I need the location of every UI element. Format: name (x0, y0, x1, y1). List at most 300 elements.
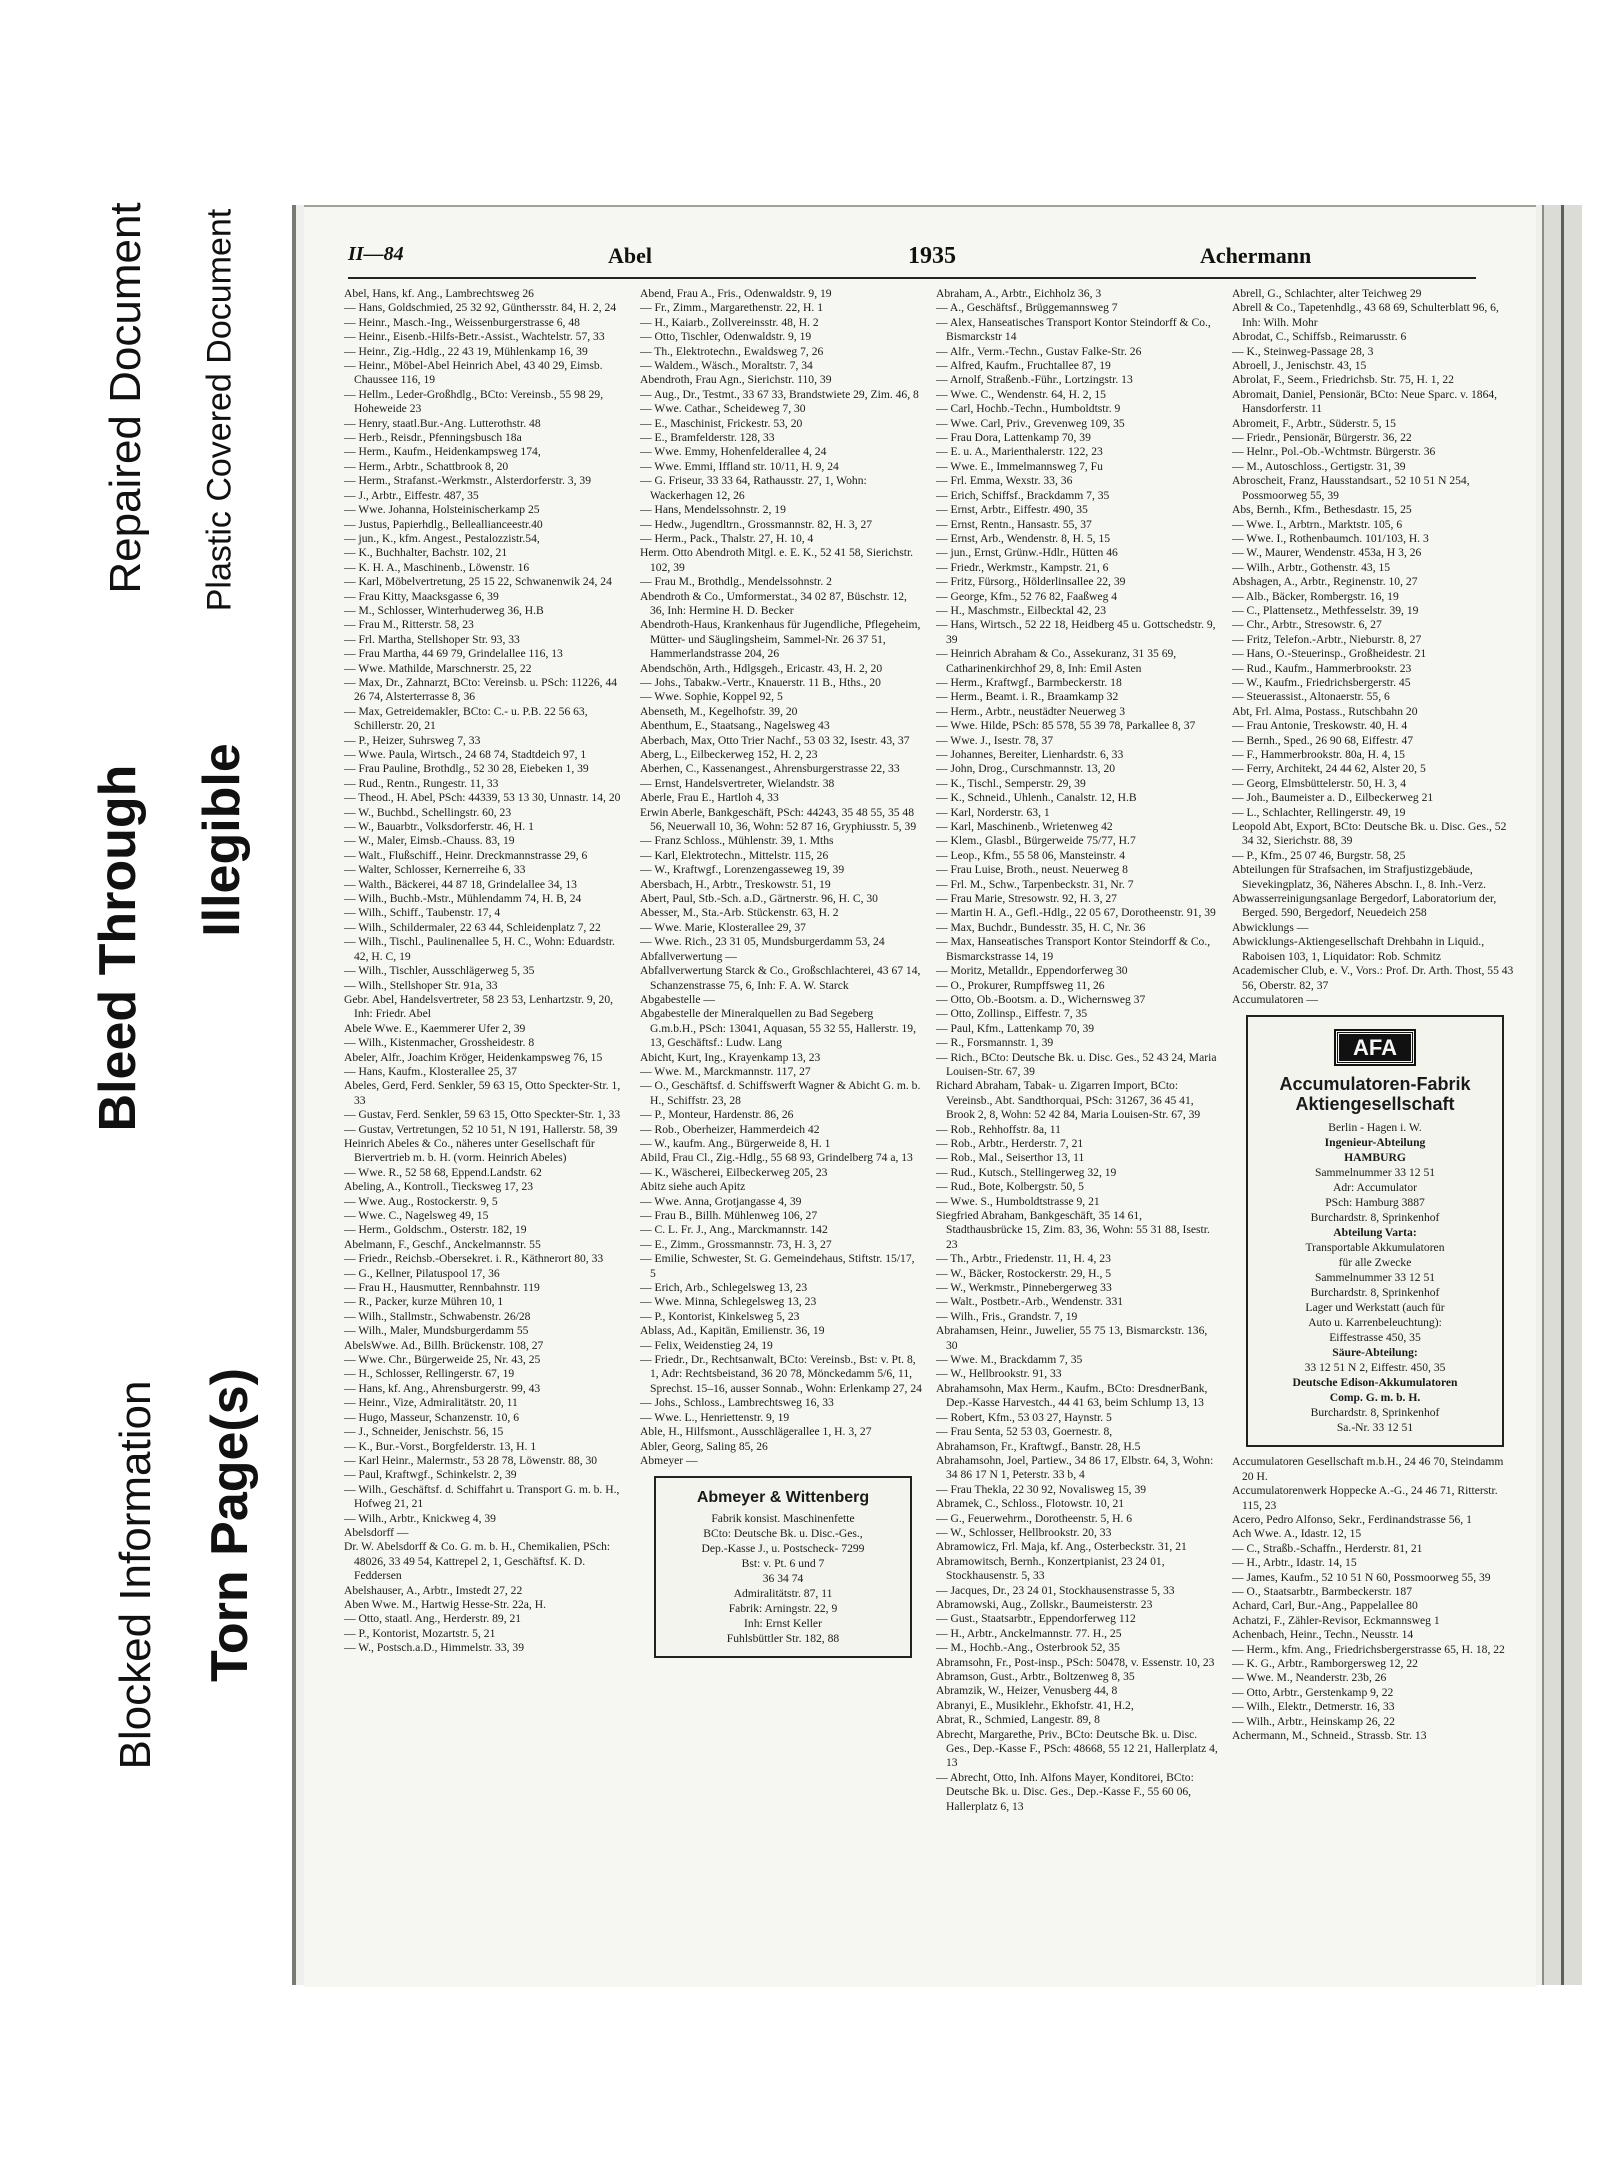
directory-entry: — Chr., Arbtr., Stresowstr. 6, 27 (1232, 618, 1382, 632)
directory-entry: — Friedr., Dr., Rechtsanwalt, BCto: Vereinsb., Bst: v. Pt. 8, 1, Adr: Rechtsbeistand, 36 20 78, Mönckedamm 5/6, 11, Sprechst. 15–16, ausser Sonnab., Wohn: Erlenkamp 27, 24 (640, 1353, 922, 1395)
directory-entry: — Otto, Arbtr., Gerstenkamp 9, 22 (1232, 1685, 1394, 1699)
directory-entry: — Wilh., Arbtr., Gothenstr. 43, 15 (1232, 560, 1391, 574)
directory-entry: Accumulatoren Gesellschaft m.b.H., 24 46 70, Steindamm 20 H. (1232, 1455, 1504, 1483)
directory-entry: — Rud., Bote, Kolbergstr. 50, 5 (936, 1180, 1084, 1194)
directory-entry: Abler, Georg, Saling 85, 26 (640, 1439, 768, 1453)
directory-entry: Abramowitsch, Bernh., Konzertpianist, 23 24 01, Stockhausenstr. 5, 33 (936, 1554, 1165, 1583)
directory-entry: — Frau H., Hausmutter, Rennbahnstr. 119 (344, 1281, 540, 1295)
directory-entry: — Bernh., Sped., 26 90 68, Eiffestr. 47 (1232, 733, 1414, 747)
directory-entry: — Wwe. Johanna, Holsteinischerkamp 25 (344, 503, 540, 517)
directory-entry: Academischer Club, e. V., Vors.: Prof. Dr. Arth. Thost, 55 43 56, Oberstr. 82, 37 (1232, 964, 1514, 992)
label-repaired-document: Repaired Document (101, 202, 150, 594)
ad-line: Deutsche Edison-Akkumulatoren (1292, 1376, 1458, 1390)
ad-line: Burchardstr. 8, Sprinkenhof (1310, 1211, 1440, 1225)
directory-entry: Abroell, J., Jenischstr. 43, 15 (1232, 359, 1367, 373)
directory-entry: Abeler, Alfr., Joachim Kröger, Heidenkampsweg 76, 15 (344, 1050, 603, 1064)
directory-entry: — Wwe. Cathar., Scheideweg 7, 30 (640, 402, 806, 416)
ad-line: 33 12 51 N 2, Eiffestr. 450, 35 (1304, 1361, 1446, 1375)
directory-entry: — Wilh., Kistenmacher, Grossheidestr. 8 (344, 1036, 535, 1050)
directory-entry: — Walt., Flußschiff., Heinr. Dreckmannstrasse 29, 6 (344, 848, 588, 862)
ad-line: Burchardstr. 8, Sprinkenhof (1310, 1286, 1440, 1300)
directory-entry: — K., Tischl., Semperstr. 29, 39 (936, 776, 1086, 790)
directory-entry: — Herm., Beamt. i. R., Braamkamp 32 (936, 690, 1119, 704)
directory-entry: — Frau Kitty, Maacksgasse 6, 39 (344, 589, 499, 603)
page-number: II—84 (348, 243, 404, 265)
ad-line: Eiffestrasse 450, 35 (1329, 1331, 1421, 1345)
directory-entry: Abitz siehe auch Apitz (640, 1180, 746, 1194)
directory-entry: — Wwe. Mathilde, Marschnerstr. 25, 22 (344, 661, 532, 675)
directory-entry: — K., Buchhalter, Bachstr. 102, 21 (344, 546, 508, 560)
directory-entry: — Rob., Mal., Seiserthor 13, 11 (936, 1151, 1085, 1165)
directory-entry: — Max, Hanseatisches Transport Kontor Steindorff & Co., Bismarckstrasse 14, 19 (936, 935, 1211, 963)
directory-entry: Accumulatoren — (1232, 992, 1318, 1006)
directory-entry: — Frau Senta, 52 53 03, Goernestr. 8, (936, 1425, 1113, 1439)
ad-line: Dep.-Kasse J., u. Postscheck- 7299 (701, 1542, 865, 1556)
directory-entry: — Frau Martha, 44 69 79, Grindelallee 116, 13 (344, 647, 563, 661)
column-4-entries-top (1232, 287, 1514, 1007)
directory-entry: — Walth., Bäckerei, 44 87 18, Grindelallee 34, 13 (344, 877, 577, 891)
ad-line: Fabrik konsist. Maschinenfette (711, 1512, 855, 1526)
directory-entry: Abele Wwe. E., Kaemmerer Ufer 2, 39 (344, 1021, 526, 1035)
directory-entry: — Hans, Goldschmied, 25 32 92, Günthersstr. 84, H. 2, 24 (344, 301, 617, 315)
directory-entry: Abromait, Daniel, Pensionär, BCto: Neue Sparc. v. 1864, Hansdorferstr. 11 (1232, 387, 1498, 416)
directory-entry: — P., Heizer, Suhrsweg 7, 33 (344, 733, 481, 747)
directory-entry: Abroscheit, Franz, Hausstandsart., 52 10 51 N 254, Possmoorweg 55, 39 (1232, 474, 1470, 502)
directory-entry: — Alex, Hanseatisches Transport Kontor Steindorff & Co., Bismarckstr 14 (936, 315, 1211, 344)
directory-entry: — P., Kontorist, Kinkelsweg 5, 23 (640, 1309, 800, 1323)
directory-entry: Abrat, R., Schmied, Langestr. 89, 8 (936, 1713, 1100, 1727)
directory-entry: — Wwe. S., Humboldtstrasse 9, 21 (936, 1194, 1100, 1208)
ad-line: Ingenieur-Abteilung (1324, 1136, 1426, 1150)
directory-entry: — Justus, Papierhdlg., Belleallianceestr.40 (344, 517, 543, 531)
afa-logo: AFA (1336, 1031, 1414, 1064)
directory-entry: Abwicklungs — (1232, 920, 1309, 934)
directory-entry: Abicht, Kurt, Ing., Krayenkamp 13, 23 (640, 1050, 821, 1064)
ad-afa-accumulatoren (1246, 1015, 1504, 1447)
ad-line: Transportable Akkumulatoren (1305, 1241, 1445, 1255)
directory-entry: — Hedw., Jugendltrn., Grossmannstr. 82, H. 3, 27 (640, 517, 873, 531)
directory-entry: Abramowski, Aug., Zollskr., Baumeisterstr. 23 (936, 1597, 1153, 1611)
directory-entry: — Frl. Emma, Wexstr. 33, 36 (936, 474, 1073, 488)
directory-entry: Acero, Pedro Alfonso, Sekr., Ferdinandstrasse 56, 1 (1232, 1512, 1472, 1526)
directory-entry: — Herm., Strafanst.-Werkmstr., Alsterdorferstr. 3, 39 (344, 474, 591, 488)
directory-entry: — Rob., Oberheizer, Hammerdeich 42 (640, 1122, 820, 1136)
directory-entry: — Joh., Baumeister a. D., Eilbeckerweg 21 (1232, 791, 1434, 805)
directory-entry: — Waldem., Wäsch., Moraltstr. 7, 34 (640, 359, 813, 373)
label-plastic-covered-document: Plastic Covered Document (200, 208, 239, 612)
directory-entry: — Heinr., Vize, Admiralitätstr. 20, 11 (344, 1396, 518, 1410)
directory-entry: — Friedr., Reichsb.-Obersekret. i. R., Käthnerort 80, 33 (344, 1252, 604, 1266)
directory-entry: Abrell, G., Schlachter, alter Teichweg 29 (1232, 287, 1422, 300)
directory-entry: — K., Bur.-Vorst., Borgfelderstr. 13, H. 1 (344, 1439, 537, 1453)
directory-entry: — Karl Heinr., Malermstr., 53 28 78, Löwenstr. 88, 30 (344, 1453, 598, 1467)
directory-entry: — Leop., Kfm., 55 58 06, Mansteinstr. 4 (936, 848, 1126, 862)
directory-entry: AbelsWwe. Ad., Billh. Brückenstr. 108, 27 (344, 1338, 544, 1352)
running-header (348, 241, 1476, 279)
ad-line: für alle Zwecke (1338, 1256, 1412, 1270)
ad-line: HAMBURG (1344, 1151, 1406, 1165)
directory-entry: — Wilh., Arbtr., Heinskamp 26, 22 (1232, 1714, 1395, 1728)
directory-entry: — Th., Arbtr., Friedenstr. 11, H. 4, 23 (936, 1252, 1111, 1266)
directory-entry: — Wwe. Emmy, Hohenfelderallee 4, 24 (640, 445, 827, 459)
directory-entry: — Theod., H. Abel, PSch: 44339, 53 13 30, Unnastr. 14, 20 (344, 791, 621, 805)
directory-entry: — G., Feuerwehrm., Dorotheenstr. 5, H. 6 (936, 1511, 1133, 1525)
directory-entry: — M., Autoschloss., Gertigstr. 31, 39 (1232, 459, 1406, 473)
directory-entry: Abs, Bernh., Kfm., Bethesdastr. 15, 25 (1232, 503, 1412, 517)
directory-entry: Abramsohn, Fr., Post-insp., PSch: 50478, v. Essenstr. 10, 23 (936, 1655, 1215, 1669)
directory-entry: Aberhen, C., Kassenangest., Ahrensburgerstrasse 22, 33 (640, 762, 900, 776)
directory-entry: — Ernst, Arb., Wendenstr. 8, H. 5, 15 (936, 531, 1111, 545)
directory-entry: — P., Kfm., 25 07 46, Burgstr. 58, 25 (1232, 848, 1406, 862)
directory-column-3 (936, 287, 1218, 1937)
directory-entry: Herm. Otto Abendroth Mitgl. e. E. K., 52 41 58, Sierichstr. 102, 39 (640, 546, 914, 574)
directory-entry: Abrahamson, Fr., Kraftwgf., Banstr. 28, H.5 (936, 1439, 1141, 1453)
directory-entry: Abrahamsohn, Max Herm., Kaufm., BCto: DresdnerBank, Dep.-Kasse Harvestch., 44 41 63, beim Schlump 13, 13 (936, 1381, 1208, 1410)
directory-entry: — Moritz, Metalldr., Eppendorferweg 30 (936, 964, 1128, 978)
directory-entry: Abendroth-Haus, Krankenhaus für Jugendliche, Pflegeheim, Mütter- und Säuglingsheim, Sammel-Nr. 26 37 51, Hammerlandstrasse 204, 26 (640, 618, 921, 661)
directory-entry: — Wwe. Chr., Bürgerweide 25, Nr. 43, 25 (344, 1353, 541, 1367)
directory-entry: Abersbach, H., Arbtr., Treskowstr. 51, 19 (640, 877, 831, 891)
directory-entry: Abendschön, Arth., Hdlgsgeh., Ericastr. 43, H. 2, 20 (640, 661, 883, 675)
directory-entry: — M., Hochb.-Ang., Osterbrook 52, 35 (936, 1641, 1120, 1655)
directory-entry: — H., Schlosser, Rellingerstr. 67, 19 (344, 1367, 515, 1381)
directory-entry: — Max, Getreidemakler, BCto: C.- u. P.B. 22 56 63, Schillerstr. 20, 21 (344, 704, 588, 733)
directory-entry: — Frau Pauline, Brothdlg., 52 30 28, Eiebeken 1, 39 (344, 762, 589, 776)
directory-entry: Abramzik, W., Heizer, Venusberg 44, 8 (936, 1684, 1118, 1698)
directory-entry: — Hans, Kaufm., Klosterallee 25, 37 (344, 1064, 517, 1078)
directory-entry: — George, Kfm., 52 76 82, Faaßweg 4 (936, 589, 1118, 603)
directory-entry: Abrahamsen, Heinr., Juwelier, 55 75 13, Bismarckstr. 136, 30 (936, 1324, 1208, 1352)
directory-entry: — Frau Antonie, Treskowstr. 40, H. 4 (1232, 719, 1408, 733)
directory-entry: — K., Steinweg-Passage 28, 3 (1232, 344, 1374, 358)
ad-line: Sa.-Nr. 33 12 51 (1336, 1421, 1414, 1435)
directory-entry: — Wwe. C., Wendenstr. 64, H. 2, 15 (936, 387, 1106, 401)
ad-line: Comp. G. m. b. H. (1329, 1391, 1421, 1405)
directory-entry: — Frau Thekla, 22 30 92, Novalisweg 15, 39 (936, 1482, 1147, 1496)
directory-entry: — W., kaufm. Ang., Bürgerweide 8, H. 1 (640, 1136, 831, 1150)
directory-entry: — Erich, Arb., Schlegelsweg 13, 23 (640, 1281, 808, 1295)
directory-entry: Abshagen, A., Arbtr., Reginenstr. 10, 27 (1232, 575, 1418, 589)
directory-entry: — W., Kaufm., Friedrichsbergerstr. 45 (1232, 675, 1411, 689)
directory-entry: — Wwe. Sophie, Koppel 92, 5 (640, 690, 783, 704)
directory-entry: — Wwe. Carl, Priv., Grevenweg 109, 35 (936, 416, 1125, 430)
directory-entry: — E., Bramfelderstr. 128, 33 (640, 431, 775, 445)
directory-entry: — W., Maurer, Wendenstr. 453a, H 3, 26 (1232, 546, 1422, 560)
directory-entry: Ablass, Ad., Kapitän, Emilienstr. 36, 19 (640, 1324, 825, 1338)
directory-entry: Heinrich Abeles & Co., näheres unter Gesellschaft für Biervertrieb m. b. H. (vorm. Heinrich Abeles) (344, 1136, 595, 1165)
directory-entry: — jun., Ernst, Grünw.-Hdlr., Hütten 46 (936, 546, 1118, 560)
directory-entry: Abteilungen für Strafsachen, im Strafjustizgebäude, Sievekingplatz, 36, Näheres Abschn. I., 8. Inh.-Verz. (1232, 863, 1487, 891)
directory-column-4 (1232, 287, 1514, 1937)
directory-entry: Abwasserreinigungsanlage Bergedorf, Laboratorium der, Berged. 590, Bergedorf, Neuedeich 258 (1232, 892, 1497, 920)
directory-entry: — Fr., Zimm., Margarethenstr. 22, H. 1 (640, 301, 824, 315)
directory-entry: — K., Wäscherei, Eilbeckerweg 205, 23 (640, 1165, 828, 1179)
directory-entry: — C., Plattensetz., Methfesselstr. 39, 19 (1232, 603, 1419, 617)
directory-entry: — Frau M., Ritterstr. 58, 23 (344, 618, 474, 632)
directory-entry: — Wwe. I., Arbtrn., Marktstr. 105, 6 (1232, 517, 1403, 531)
directory-entry: Abesser, M., Sta.-Arb. Stückenstr. 63, H. 2 (640, 906, 839, 920)
directory-entry: — Erich, Schiffsf., Brackdamm 7, 35 (936, 488, 1110, 502)
column-2-entries (640, 287, 922, 1468)
directory-entry: Gebr. Abel, Handelsvertreter, 58 23 53, Lenhartzstr. 9, 20, Inh: Friedr. Abel (344, 992, 614, 1021)
ad-line: 36 34 74 (762, 1572, 804, 1586)
directory-entry: — Johannes, Bereiter, Lienhardstr. 6, 33 (936, 748, 1124, 761)
directory-entry: — Max, Dr., Zahnarzt, BCto: Vereinsb. u. PSch: 11226, 44 26 74, Alsterterrasse 8, 36 (344, 675, 618, 704)
directory-entry: — R., Packer, kurze Mühren 10, 1 (344, 1295, 504, 1309)
directory-entry: — Frau B., Billh. Mühlenweg 106, 27 (640, 1209, 818, 1222)
ad-line: Burchardstr. 8, Sprinkenhof (1310, 1406, 1440, 1420)
directory-entry: — W., Buchbd., Schellingstr. 60, 23 (344, 805, 512, 819)
directory-entry: — Hans, kf. Ang., Ahrensburgerstr. 99, 43 (344, 1381, 541, 1395)
directory-entry: — Fritz, Telefon.-Arbtr., Nieburstr. 8, 27 (1232, 632, 1422, 646)
ad-line: Sammelnummer 33 12 51 (1314, 1166, 1436, 1180)
directory-entry: Abfallverwertung — (640, 949, 737, 963)
directory-entry: — Wwe. L., Henriettenstr. 9, 19 (640, 1410, 790, 1424)
directory-entry: — C., Straßb.-Schaffn., Herderstr. 81, 21 (1232, 1541, 1423, 1555)
directory-entry: — K., Schneid., Uhlenh., Canalstr. 12, H.B (936, 791, 1137, 805)
directory-entry: Abfallverwertung Starck & Co., Großschlachterei, 43 67 14, Schanzenstrasse 75, 6, Inh: F. A. W. Starck (640, 964, 921, 992)
directory-entry: — James, Kaufm., 52 10 51 N 60, Possmoorweg 55, 39 (1232, 1570, 1491, 1584)
directory-entry: — Ferry, Architekt, 24 44 62, Alster 20, 5 (1232, 762, 1426, 776)
ad-line: Adr: Accumulator (1332, 1181, 1418, 1195)
directory-entry: Abeling, A., Kontroll., Tiecksweg 17, 23 (344, 1180, 534, 1194)
directory-entry: — Frau Luise, Broth., neust. Neuerweg 8 (936, 863, 1128, 877)
ad-line: Inh: Ernst Keller (744, 1617, 822, 1631)
header-last-word: Achermann (1200, 243, 1312, 268)
directory-entry: — R., Forsmannstr. 1, 39 (936, 1036, 1054, 1050)
scanned-page (292, 205, 1582, 1985)
directory-entry: — L., Schlachter, Rellingerstr. 49, 19 (1232, 805, 1406, 819)
directory-entry: — O., Staatsarbtr., Barmbeckerstr. 187 (1232, 1584, 1412, 1598)
directory-entry: — Ernst, Arbtr., Eiffestr. 490, 35 (936, 503, 1088, 517)
directory-entry: Abrecht, Margarethe, Priv., BCto: Deutsche Bk. u. Disc. Ges., Dep.-Kasse F., PSch: 48668, 55 12 21, Hallerplatz 4, 13 (936, 1727, 1218, 1770)
ad-line: PSch: Hamburg 3887 (1325, 1196, 1425, 1210)
directory-entry: — Ernst, Handelsvertreter, Wielandstr. 38 (640, 776, 835, 790)
directory-entry: Ach Wwe. A., Idastr. 12, 15 (1232, 1527, 1362, 1541)
directory-entry: Abrahamsohn, Joel, Partiew., 34 86 17, Elbstr. 64, 3, Wohn: 34 86 17 N 1, Peterstr. 33 b, 4 (936, 1453, 1214, 1482)
ad-line: Fabrik: Arningstr. 22, 9 (728, 1602, 838, 1616)
directory-entry: — Wilh., Maler, Mundsburgerdamm 55 (344, 1324, 529, 1338)
directory-entry: — H., Arbtr., Anckelmannstr. 77. H., 25 (936, 1626, 1122, 1640)
directory-entry: — Herm., kfm. Ang., Friedrichsbergerstrasse 65, H. 18, 22 (1232, 1642, 1505, 1656)
directory-entry: — Max, Buchdr., Bundesstr. 35, H. C, Nr. 36 (936, 920, 1146, 934)
directory-entry: — Abrecht, Otto, Inh. Alfons Mayer, Konditorei, BCto: Deutsche Bk. u. Disc. Ges., Dep.-Kasse F., 55 60 06, Hallerplatz 6, 13 (936, 1770, 1194, 1813)
directory-entry: — Wilh., Tischler, Ausschlägerweg 5, 35 (344, 964, 535, 978)
directory-entry: — Wwe. J., Isestr. 78, 37 (936, 733, 1054, 747)
directory-entry: — Rob., Rehhoffstr. 8a, 11 (936, 1122, 1061, 1136)
label-bleed-through: Bleed Through (89, 764, 147, 1132)
ad-line: Fuhlsbüttler Str. 182, 88 (726, 1632, 840, 1646)
directory-entry: — Wilh., Schildermaler, 22 63 44, Schleidenplatz 7, 22 (344, 920, 601, 934)
directory-entry: — Otto, Zollinsp., Eiffestr. 7, 35 (936, 1007, 1088, 1021)
directory-entry: — Otto, Ob.-Bootsm. a. D., Wichernsweg 37 (936, 992, 1146, 1006)
directory-entry: — Johs., Schloss., Lambrechtsweg 16, 33 (640, 1396, 834, 1410)
directory-entry: — Carl, Hochb.-Techn., Humboldtstr. 9 (936, 402, 1121, 416)
directory-entry: — H., Arbtr., Idastr. 14, 15 (1232, 1556, 1357, 1570)
directory-entry: Abeles, Gerd, Ferd. Senkler, 59 63 15, Otto Speckter-Str. 1, 33 (344, 1079, 621, 1107)
paper-sheet (304, 205, 1536, 1987)
directory-entry: — K. G., Arbtr., Ramborgersweg 12, 22 (1232, 1657, 1418, 1670)
directory-entry: — Herm., Pack., Thalstr. 27, H. 10, 4 (640, 531, 814, 545)
ad-abmeyer-lines (662, 1511, 904, 1646)
ad-line: Berlin - Hagen i. W. (1328, 1121, 1422, 1135)
directory-entry: — Arnolf, Straßenb.-Führ., Lortzingstr. 13 (936, 373, 1133, 387)
ad-line: Lager und Werkstatt (auch für (1305, 1301, 1445, 1315)
directory-entry: — W., Werkmstr., Pinnebergerweg 33 (936, 1281, 1112, 1295)
directory-entry: Siegfried Abraham, Bankgeschäft, 35 14 61, Stadthausbrücke 15, Zim. 83, 36, Wohn: 55 31 88, Isestr. 23 (936, 1209, 1210, 1251)
directory-entry: Achatzi, F., Zähler-Revisor, Eckmannsweg 1 (1232, 1613, 1440, 1627)
directory-entry: — Heinr., Masch.-Ing., Weissenburgerstrasse 6, 48 (344, 315, 580, 329)
directory-entry: Abranyi, E., Musiklehr., Ekhofstr. 41, H.2, (936, 1698, 1134, 1712)
directory-entry: — Wwe. M., Neanderstr. 23b, 26 (1232, 1671, 1387, 1685)
directory-entry: — jun., K., kfm. Angest., Pestalozzistr.54, (344, 531, 540, 545)
directory-entry: — Hans, Mendelssohnstr. 2, 19 (640, 503, 786, 517)
ad-line: Sammelnummer 33 12 51 (1314, 1271, 1436, 1285)
directory-entry: — Wwe. M., Marckmannstr. 117, 27 (640, 1064, 811, 1078)
directory-entry: — P., Kontorist, Mozartstr. 5, 21 (344, 1626, 496, 1640)
directory-entry: — Wilh., Stallmstr., Schwabenstr. 26/28 (344, 1309, 531, 1323)
directory-entry: — H., Kaiarb., Zollvereinsstr. 48, H. 2 (640, 315, 819, 329)
directory-entry: Abmeyer — (640, 1453, 698, 1467)
directory-entry: — Herm., Kraftwgf., Barmbeckerstr. 18 (936, 675, 1122, 689)
directory-entry: — Wilh., Schiff., Taubenstr. 17, 4 (344, 906, 501, 920)
directory-entry: — Robert, Kfm., 53 03 27, Haynstr. 5 (936, 1410, 1112, 1424)
directory-entry: — E., Maschinist, Frickestr. 53, 20 (640, 416, 803, 430)
directory-entry: — Wilh., Elektr., Detmerstr. 16, 33 (1232, 1700, 1395, 1714)
directory-entry: — O., Geschäftsf. d. Schiffswerft Wagner & Abicht G. m. b. H., Schiffstr. 23, 28 (640, 1079, 921, 1107)
directory-entry: — F., Hammerbrookstr. 80a, H. 4, 15 (1232, 748, 1405, 761)
directory-entry: — Heinr., Eisenb.-Hilfs-Betr.-Assist., Wachtelstr. 57, 33 (344, 330, 605, 344)
ad-line: BCto: Deutsche Bk. u. Disc.-Ges., (703, 1527, 863, 1541)
directory-entry: Abendroth, Frau Agn., Sierichstr. 110, 39 (640, 373, 832, 387)
directory-entry: — Herb., Reisdr., Pfenningsbusch 18a (344, 431, 522, 445)
directory-entry: — Wwe. R., 52 58 68, Eppend.Landstr. 62 (344, 1165, 542, 1179)
directory-entry: — Paul, Kfm., Lattenkamp 70, 39 (936, 1021, 1095, 1035)
directory-entry: — Ernst, Rentn., Hansastr. 55, 37 (936, 517, 1092, 531)
directory-entry: — Karl, Maschinenb., Wrietenweg 42 (936, 820, 1113, 834)
directory-entry: Dr. W. Abelsdorff & Co. G. m. b. H., Chemikalien, PSch: 48026, 33 49 54, Kattrepel 2, 1, Geschäftsf. K. D. Feddersen (344, 1540, 611, 1583)
directory-entry: Abrell & Co., Tapetenhdlg., 43 68 69, Schulterblatt 96, 6, Inh: Wilh. Mohr (1232, 301, 1499, 329)
directory-entry: — Wwe. M., Brackdamm 7, 35 (936, 1353, 1083, 1367)
directory-entry: Abild, Frau Cl., Zig.-Hdlg., 55 68 93, Grindelberg 74 a, 13 (640, 1151, 913, 1165)
directory-entry: Abenseth, M., Kegelhofstr. 39, 20 (640, 704, 798, 718)
directory-entry: — Felix, Weidenstieg 24, 19 (640, 1338, 773, 1352)
directory-entry: — Wwe. I., Rothenbaumch. 101/103, H. 3 (1232, 531, 1429, 545)
directory-entry: — Wilh., Arbtr., Knickweg 4, 39 (344, 1511, 496, 1525)
directory-entry: — Wwe. Emmi, Iffland str. 10/11, H. 9, 24 (640, 459, 839, 473)
directory-entry: — Henry, staatl.Bur.-Ang. Lutterothstr. 48 (344, 416, 541, 430)
header-year: 1935 (908, 243, 956, 269)
directory-entry: — Wilh., Fris., Grandstr. 7, 19 (936, 1309, 1078, 1323)
directory-entry: Richard Abraham, Tabak- u. Zigarren Import, BCto: Vereinsb., Abt. Sandthorquai, PSch: 31267, 36 45 41, Brook 2, 8, Wohn: 52 42 84, Maria Louisen-Str. 67, 39 (936, 1079, 1201, 1122)
directory-entry: Abendroth & Co., Umformerstat., 34 02 87, Büschstr. 12, 36, Inh: Hermine H. D. Becker (640, 589, 907, 617)
condition-labels (0, 0, 290, 2177)
directory-entry: Abenthum, E., Staatsang., Nagelsweg 43 (640, 719, 830, 733)
ad-line: Abteilung Varta: (1333, 1226, 1417, 1240)
directory-entry: — Hans, O.-Steuerinsp., Großheidestr. 21 (1232, 647, 1427, 661)
directory-entry: — A., Geschäftsf., Brüggemannsweg 7 (936, 301, 1118, 315)
directory-entry: — Rich., BCto: Deutsche Bk. u. Disc. Ges., 52 43 24, Maria Louisen-Str. 67, 39 (936, 1050, 1217, 1078)
directory-entry: Abgabestelle der Mineralquellen zu Bad Segeberg G.m.b.H., PSch: 13041, Aquasan, 55 32 55, Hallerstr. 19, 13, Geschäftsf.: Ludw. Lang (640, 1007, 916, 1050)
directory-entry: — Paul, Kraftwgf., Schinkelstr. 2, 39 (344, 1468, 517, 1482)
directory-entry: — Th., Elektrotechn., Ewaldsweg 7, 26 (640, 344, 824, 358)
directory-entry: Abrolat, F., Seem., Friedrichsb. Str. 75, H. 1, 22 (1232, 373, 1454, 387)
directory-entry: — Heinrich Abraham & Co., Assekuranz, 31 35 69, Catharinenkirchhof 29, 8, Inh: Emil Asten (936, 647, 1177, 675)
ad-afa-title: Accumulatoren-Fabrik Aktiengesellschaft (1279, 1074, 1471, 1115)
directory-entry: — Frau M., Brothdlg., Mendelssohnstr. 2 (640, 575, 832, 589)
directory-entry: — Martin H. A., Gefl.-Hdlg., 22 05 67, Dorotheenstr. 91, 39 (936, 906, 1216, 920)
directory-entry: — Friedr., Pensionär, Bürgerstr. 36, 22 (1232, 431, 1412, 445)
directory-entry: — H., Maschmstr., Eilbecktal 42, 23 (936, 603, 1107, 617)
directory-entry: Abgabestelle — (640, 992, 716, 1006)
directory-entry: — Hans, Wirtsch., 52 22 18, Heidberg 45 u. Gottschedstr. 9, 39 (936, 618, 1216, 646)
directory-entry: — Klem., Glasbl., Bürgerweide 75/77, H.7 (936, 834, 1136, 848)
directory-columns (344, 287, 1514, 1937)
page-edge-line (1561, 205, 1564, 1985)
directory-entry: — Hugo, Masseur, Schanzenstr. 10, 6 (344, 1410, 520, 1424)
directory-entry: Abelsdorff — (344, 1525, 409, 1539)
directory-entry: — Walt., Postbetr.-Arb., Wendenstr. 331 (936, 1295, 1124, 1309)
directory-entry: — M., Schlosser, Winterhuderweg 36, H.B (344, 603, 544, 617)
directory-entry: Achermann, M., Schneid., Strassb. Str. 13 (1232, 1729, 1427, 1743)
directory-entry: — W., Bäcker, Rostockerstr. 29, H., 5 (936, 1266, 1112, 1280)
directory-entry: — Wwe. Paula, Wirtsch., 24 68 74, Stadtdeich 97, 1 (344, 748, 587, 761)
label-torn-pages: Torn Page(s) (201, 1368, 259, 1682)
directory-entry: Abelmann, F., Geschf., Anckelmannstr. 55 (344, 1237, 541, 1251)
directory-entry: Abelshauser, A., Arbtr., Imstedt 27, 22 (344, 1583, 523, 1597)
directory-entry: Abramson, Gust., Arbtr., Boltzenweg 8, 35 (936, 1670, 1135, 1683)
directory-entry: Abt, Frl. Alma, Postass., Rutschbahn 20 (1232, 704, 1418, 718)
directory-entry: — W., Postsch.a.D., Himmelstr. 33, 39 (344, 1641, 525, 1655)
directory-entry: — Alb., Bäcker, Rombergstr. 16, 19 (1232, 589, 1399, 603)
column-4-entries-bottom (1232, 1455, 1514, 1743)
directory-entry: — Rud., Kutsch., Stellingerweg 32, 19 (936, 1165, 1117, 1179)
directory-entry: Aberg, L., Eilbeckerweg 152, H. 2, 23 (640, 748, 818, 761)
directory-entry: — Wilh., Buchb.-Mstr., Mühlendamm 74, H. B, 24 (344, 892, 582, 906)
directory-entry: Abrodat, C., Schiffsb., Reimarusstr. 6 (1232, 330, 1407, 344)
directory-entry: — Frau Dora, Lattenkamp 70, 39 (936, 431, 1091, 445)
directory-entry: Achenbach, Heinr., Techn., Neusstr. 14 (1232, 1628, 1414, 1642)
directory-entry: Erwin Aberle, Bankgeschäft, PSch: 44243, 35 48 55, 35 48 56, Neuerwall 10, 36, Wohn: 52 87 16, Gryphiusstr. 5, 39 (640, 805, 917, 834)
directory-entry: — Herm., Arbtr., Schattbrook 8, 20 (344, 459, 509, 473)
ad-line: Admiralitätstr. 87, 11 (733, 1587, 833, 1601)
directory-column-2 (640, 287, 922, 1937)
label-illegible: Illegible (193, 743, 251, 937)
directory-entry: — P., Monteur, Hardenstr. 86, 26 (640, 1108, 794, 1122)
directory-entry: — Aug., Dr., Testmt., 33 67 33, Brandstwiete 29, Zim. 46, 8 (640, 387, 919, 401)
directory-entry: — E. u. A., Marienthalerstr. 122, 23 (936, 445, 1103, 459)
directory-entry: Abromeit, F., Arbtr., Süderstr. 5, 15 (1232, 416, 1396, 430)
ad-line: Säure-Abteilung: (1332, 1346, 1418, 1360)
directory-entry: — Herm., Arbtr., neustädter Neuerweg 3 (936, 704, 1125, 718)
ad-abmeyer-wittenberg (654, 1476, 912, 1658)
directory-entry: — Otto, staatl. Ang., Herderstr. 89, 21 (344, 1612, 522, 1626)
directory-entry: — Gustav, Vertretungen, 52 10 51, N 191, Hallerstr. 58, 39 (344, 1122, 618, 1136)
directory-entry: — W., Hellbrookstr. 91, 33 (936, 1367, 1062, 1381)
directory-entry: — Wwe. Hilde, PSch: 85 578, 55 39 78, Parkallee 8, 37 (936, 719, 1196, 733)
directory-entry: Abraham, A., Arbtr., Eichholz 36, 3 (936, 287, 1102, 300)
directory-entry: — Wwe. Aug., Rostockerstr. 9, 5 (344, 1194, 498, 1208)
directory-entry: — Wwe. Marie, Klosterallee 29, 37 (640, 920, 806, 934)
directory-entry: Abert, Paul, Stb.-Sch. a.D., Gärtnerstr. 96, H. C, 30 (640, 892, 878, 906)
directory-entry: — Wwe. Rich., 23 31 05, Mundsburgerdamm 53, 24 (640, 935, 885, 949)
directory-entry: — Emilie, Schwester, St. G. Gemeindehaus, Stiftstr. 15/17, 5 (640, 1252, 915, 1280)
directory-entry: — Gust., Staatsarbtr., Eppendorferweg 112 (936, 1612, 1136, 1626)
directory-entry: — Steuerassist., Altonaerstr. 55, 6 (1232, 690, 1390, 704)
directory-entry: Abend, Frau A., Fris., Odenwaldstr. 9, 19 (640, 287, 832, 300)
directory-entry: — Heinr., Möbel-Abel Heinrich Abel, 43 40 29, Eimsb. Chaussee 116, 19 (344, 359, 603, 387)
directory-entry: Able, H., Hilfsmont., Ausschlägerallee 1, H. 3, 27 (640, 1425, 872, 1439)
